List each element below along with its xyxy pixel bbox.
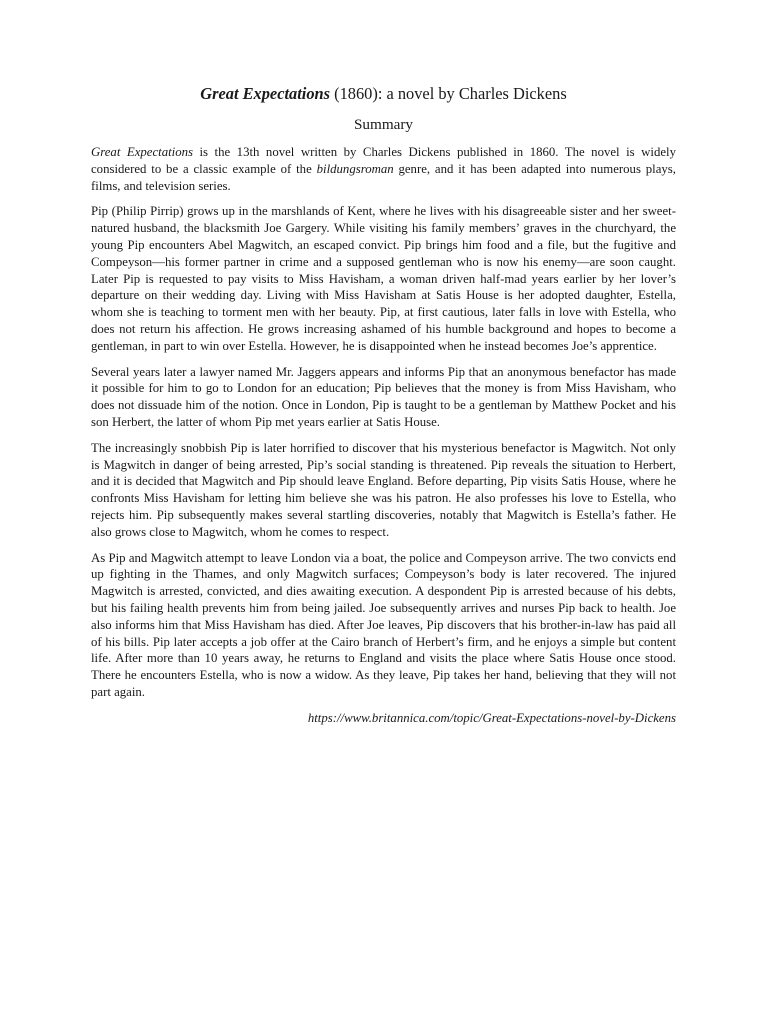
- document-title: [91, 83, 676, 105]
- paragraph-london: Several years later a lawyer named Mr. Jaggers appears and informs Pip that an anonymous benefactor has made it possible for him to go to London for an education; Pip believes that the money is from Miss Havisham, who does not dissuade him of the notion. Once in London, Pip is taught to be a gentleman by Matthew Pocket and his son Herbert, the latter of whom Pip met years earlier at Satis House.: [91, 364, 676, 429]
- source-link: https://www.britannica.com/topic/Great-Expectations-novel-by-Dickens: [307, 710, 676, 725]
- paragraph-ending: As Pip and Magwitch attempt to leave London via a boat, the police and Compeyson arrive. The two convicts end up fighting in the Thames, and only Magwitch surfaces; Compeyson’s body is later recovered. The injured Magwitch is arrested, convicted, and dies awaiting execution. A despondent Pip is arrested because of his debts, but his failing health prevents him from being jailed. Joe subsequently arrives and nurses Pip back to health. Joe also informs him that Miss Havisham has died. After Joe leaves, Pip discovers that his brother-in-law has paid all of his bills. Pip later accepts a job offer at the Cairo branch of Herbert’s firm, and he enjoys a simple but content life. After more than 10 years away, he returns to England and visits the place where Satis House once stood. There he encounters Estella, who is now a widow. As they leave, Pip takes her hand, believing that they will not part again.: [91, 550, 676, 699]
- paragraph-intro-italic-title: Great Expectations: [91, 145, 193, 159]
- paragraph-intro-italic-genre: bildungsroman: [316, 161, 394, 176]
- title-rest: (1860): a novel by Charles Dickens: [330, 84, 567, 103]
- title-italic: Great Expectations: [200, 84, 331, 103]
- paragraph-childhood: Pip (Philip Pirrip) grows up in the marshlands of Kent, where he lives with his disagreeable sister and her sweet-natured husband, the blacksmith Joe Gargery. While visiting his family members’ graves in the churchyard, the young Pip encounters Abel Magwitch, an escaped convict. Pip brings him food and a file, but the fugitive and Compeyson—his former partner in crime and a supposed gentleman who is now his enemy—are soon caught. Later Pip is requested to pay visits to Miss Havisham, a woman driven half-mad years earlier by her lover’s departure on their wedding day. Living with Miss Havisham at Satis House is her adopted daughter, Estella, whom she is teaching to torment men with her beauty. Pip, at first cautious, later falls in love with Estella, who does not return his affection. He grows increasing ashamed of his humble background and hopes to become a gentleman, in part to win over Estella. However, he is disappointed when he instead becomes Joe’s apprentice.: [91, 204, 676, 353]
- paragraph-benefactor: The increasingly snobbish Pip is later horrified to discover that his mysterious benefactor is Magwitch. Not only is Magwitch in danger of being arrested, Pip’s social standing is threatened. Pip reveals the situation to Herbert, and it is decided that Magwitch and Pip should leave England. Before departing, Pip visits Satis House, where he confronts Miss Havisham for letting him believe she was his patron. He also professes his love to Estella, who rejects him. Pip subsequently makes several startling discoveries, notably that Magwitch is Estella’s father. He also grows close to Magwitch, whom he comes to respect.: [91, 440, 676, 539]
- document-subtitle: Summary: [353, 116, 414, 133]
- paragraph-intro-text-2: genre, and it has been adapted into numerous plays, films, and television series.: [91, 161, 676, 193]
- paragraph-intro: [91, 144, 676, 194]
- document-page: [91, 83, 676, 727]
- paragraph-intro-text-1: is the 13th novel written by Charles Dickens published in 1860. The novel is widely considered to be a classic example of the: [91, 145, 676, 176]
